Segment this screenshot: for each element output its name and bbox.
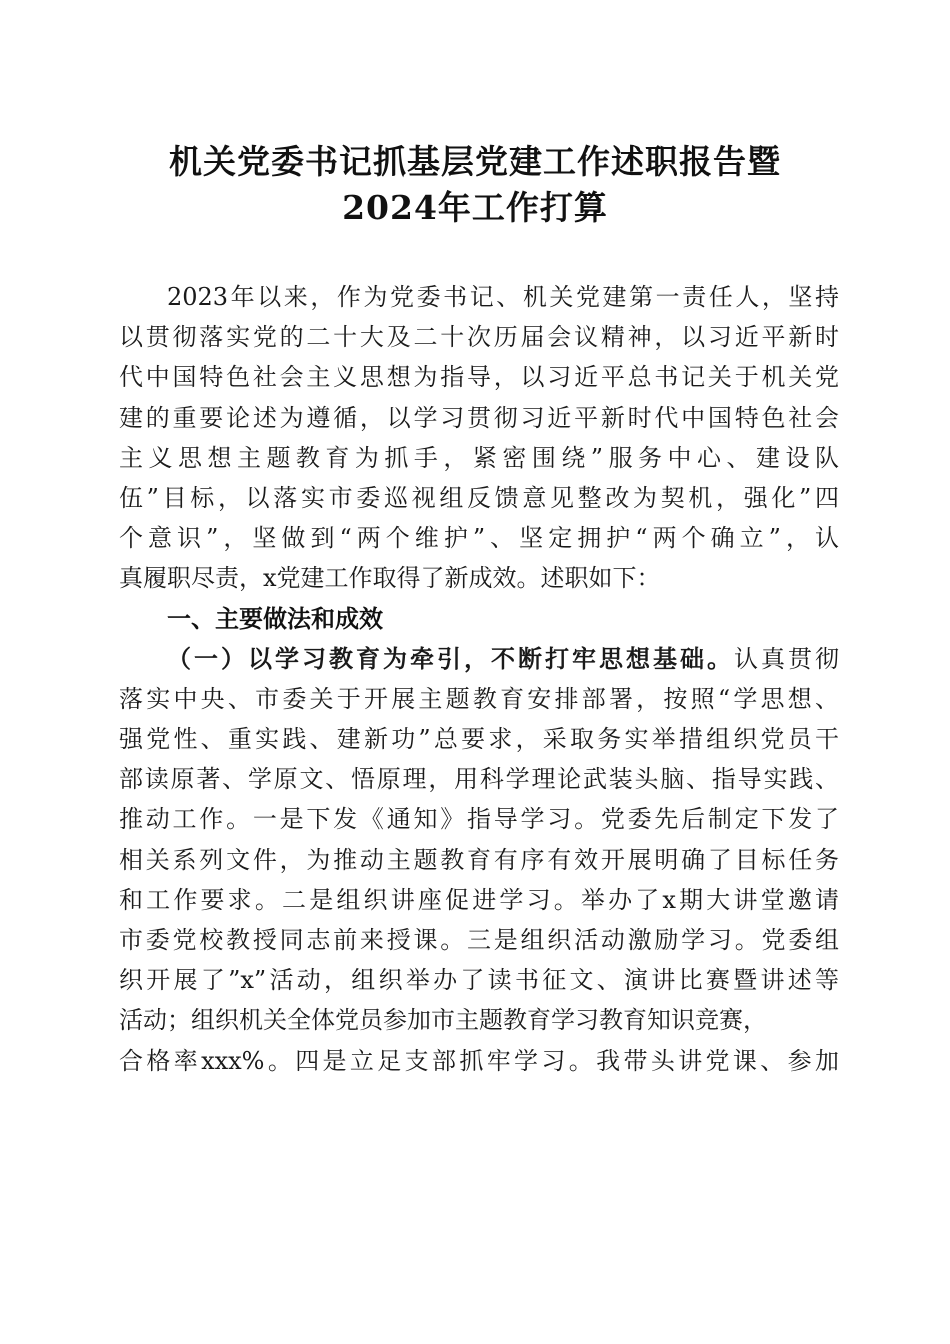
document-title-line-1: 机关党委书记抓基层党建工作述职报告暨 xyxy=(169,142,781,181)
body-line-7: 市委党校教授同志前来授课。三是组织活动激励学习。党委组 xyxy=(119,926,839,954)
body-line-9: 活动；组织机关全体党员参加市主题教育学习教育知识竞赛， xyxy=(119,1006,767,1035)
intro-line-5: 主义思想主题教育为抓手，紧密围绕”服务中心、建设队 xyxy=(119,443,839,472)
body-line-4: 推动工作。一是下发《通知》指导学习。党委先后制定下发了 xyxy=(119,805,839,834)
body-line-5: 相关系列文件，为推动主题教育有序有效开展明确了目标任务 xyxy=(119,845,839,874)
intro-line-2: 以贯彻落实党的二十大及二十次历届会议精神，以习近平新时 xyxy=(119,323,839,352)
intro-line-6: 伍”目标，以落实市委巡视组反馈意见整改为契机，强化”四 xyxy=(119,483,839,512)
body-line-8: 织开展了”x”活动，组织举办了读书征文、演讲比赛暨讲述等 xyxy=(119,966,839,995)
body-line-3: 部读原著、学原文、悟原理，用科学理论武装头脑、指导实践、 xyxy=(119,765,839,794)
body-line-6: 和工作要求。二是组织讲座促进学习。举办了x期大讲堂邀请 xyxy=(119,885,839,914)
document-title-line-2: 2024年工作打算 xyxy=(342,188,608,227)
body-line-10: 合格率xxx%。四是立足支部抓牢学习。我带头讲党课、参加 xyxy=(119,1046,839,1075)
body-line-1: 落实中央、市委关于开展主题教育安排部署，按照“学思想、 xyxy=(119,684,839,713)
intro-line-8: 真履职尽责，x党建工作取得了新成效。述职如下： xyxy=(119,564,661,593)
subsection-first-line-rest: 认真贯彻 xyxy=(734,644,839,673)
section-heading: 一、主要做法和成效 xyxy=(167,604,383,633)
document-body xyxy=(119,277,839,1081)
intro-line-7: 个意识”，坚做到“两个维护”、坚定拥护“两个确立”，认 xyxy=(119,524,839,553)
subsection-first-line xyxy=(119,639,839,679)
intro-line-1: 2023年以来，作为党委书记、机关党建第一责任人，坚持 xyxy=(167,283,839,311)
subsection-heading: （一）以学习教育为牵引，不断打牢思想基础。 xyxy=(167,643,734,673)
intro-line-4: 建的重要论述为遵循，以学习贯彻习近平新时代中国特色社会 xyxy=(119,403,839,432)
intro-line-3: 代中国特色社会主义思想为指导，以习近平总书记关于机关党 xyxy=(119,363,839,392)
body-line-2: 强党性、重实践、建新功”总要求，采取务实举措组织党员干 xyxy=(119,725,839,754)
